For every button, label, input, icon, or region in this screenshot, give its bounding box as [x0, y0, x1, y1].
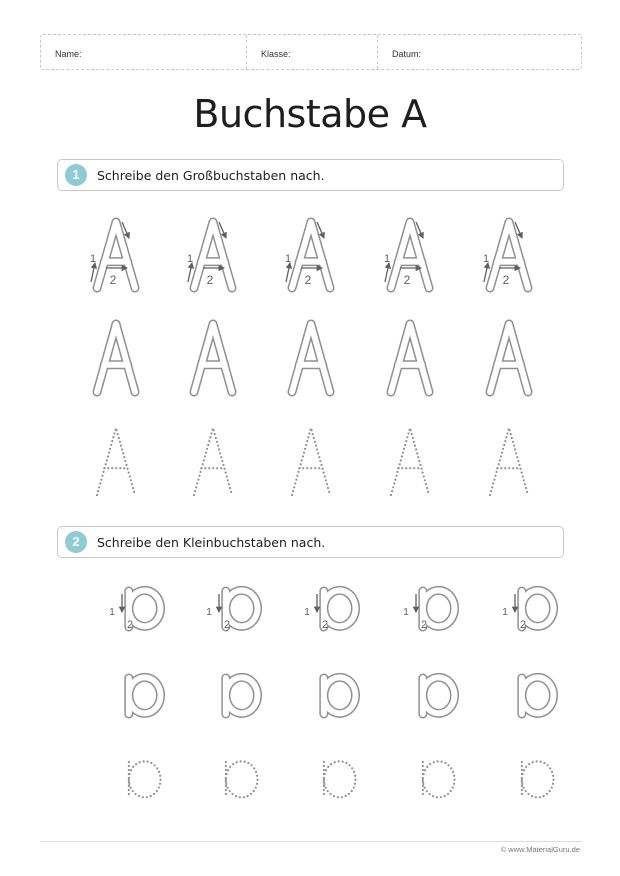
lowercase-a-dotted [324, 761, 356, 798]
class-label: Klasse: [261, 49, 291, 59]
uppercase-a-guided [483, 222, 528, 288]
task-1-number: 1 [65, 164, 87, 186]
stroke-number-2: 2 [206, 273, 214, 287]
page-title: Buchstabe A [193, 92, 427, 136]
footer-divider [40, 841, 582, 842]
stroke-number-1: 1 [383, 253, 391, 265]
uppercase-a-outline [292, 324, 330, 392]
stroke-number-2: 2 [420, 619, 428, 631]
task-1-instruction: Schreibe den Großbuchstaben nach. [97, 168, 325, 183]
lowercase-a-outline [522, 677, 554, 714]
stroke-number-2: 2 [321, 619, 329, 631]
lowercase-a-guided [206, 590, 257, 631]
stroke-number-1: 1 [186, 253, 194, 265]
uppercase-a-dotted [391, 428, 429, 495]
lowercase-a-outline [129, 677, 161, 714]
uppercase-a-outline [391, 324, 429, 392]
stroke-number-1: 1 [109, 607, 115, 618]
uppercase-a-outline [194, 324, 232, 392]
lowercase-guided-row [109, 590, 553, 631]
lowercase-a-outline [226, 677, 258, 714]
stroke-number-2: 2 [502, 273, 510, 287]
stroke-number-2: 2 [109, 273, 117, 287]
lowercase-a-dotted [423, 761, 455, 798]
stroke-arrow-up [188, 263, 192, 282]
stroke-number-2: 2 [403, 273, 411, 287]
stroke-number-1: 1 [89, 253, 97, 265]
name-label: Name: [55, 49, 82, 59]
stroke-arrow-up [484, 263, 488, 282]
lowercase-a-dotted [226, 761, 258, 798]
uppercase-a-dotted [194, 428, 232, 495]
uppercase-a-guided [384, 222, 429, 288]
lowercase-a-outline [423, 677, 455, 714]
stroke-number-1: 1 [482, 253, 490, 265]
lowercase-a-guided [109, 590, 160, 631]
uppercase-a-dotted [490, 428, 528, 495]
footer-copyright: © www.MaterialGuru.de [500, 845, 580, 854]
task-2-instruction: Schreibe den Kleinbuchstaben nach. [97, 535, 326, 550]
lowercase-a-dotted [129, 761, 161, 798]
uppercase-outline-row [97, 324, 528, 392]
stroke-arrow-up [286, 263, 290, 282]
lowercase-a-guided [403, 590, 454, 631]
lowercase-a-dotted [522, 761, 554, 798]
stroke-number-2: 2 [304, 273, 312, 287]
stroke-number-1: 1 [502, 607, 508, 618]
lowercase-outline-row [129, 677, 554, 714]
uppercase-a-dotted [292, 428, 330, 495]
stroke-number-2: 2 [223, 619, 231, 631]
lowercase-dotted-row [129, 761, 554, 798]
stroke-number-2: 2 [519, 619, 527, 631]
uppercase-guided-row [90, 222, 528, 288]
uppercase-dotted-row [97, 428, 528, 495]
stroke-number-1: 1 [206, 607, 212, 618]
stroke-number-1: 1 [403, 607, 409, 618]
uppercase-a-outline [97, 324, 135, 392]
uppercase-a-dotted [97, 428, 135, 495]
uppercase-a-guided [90, 222, 135, 288]
stroke-number-1: 1 [284, 253, 292, 265]
lowercase-a-guided [502, 590, 553, 631]
stroke-arrow-up [91, 263, 95, 282]
uppercase-a-guided [187, 222, 232, 288]
lowercase-a-outline [324, 677, 356, 714]
task-2-number: 2 [65, 531, 87, 553]
uppercase-a-outline [490, 324, 528, 392]
lowercase-a-guided [304, 590, 355, 631]
uppercase-a-guided [285, 222, 330, 288]
stroke-number-1: 1 [304, 607, 310, 618]
stroke-number-2: 2 [126, 619, 134, 631]
date-label: Datum: [392, 49, 422, 59]
stroke-arrow-up [385, 263, 389, 282]
